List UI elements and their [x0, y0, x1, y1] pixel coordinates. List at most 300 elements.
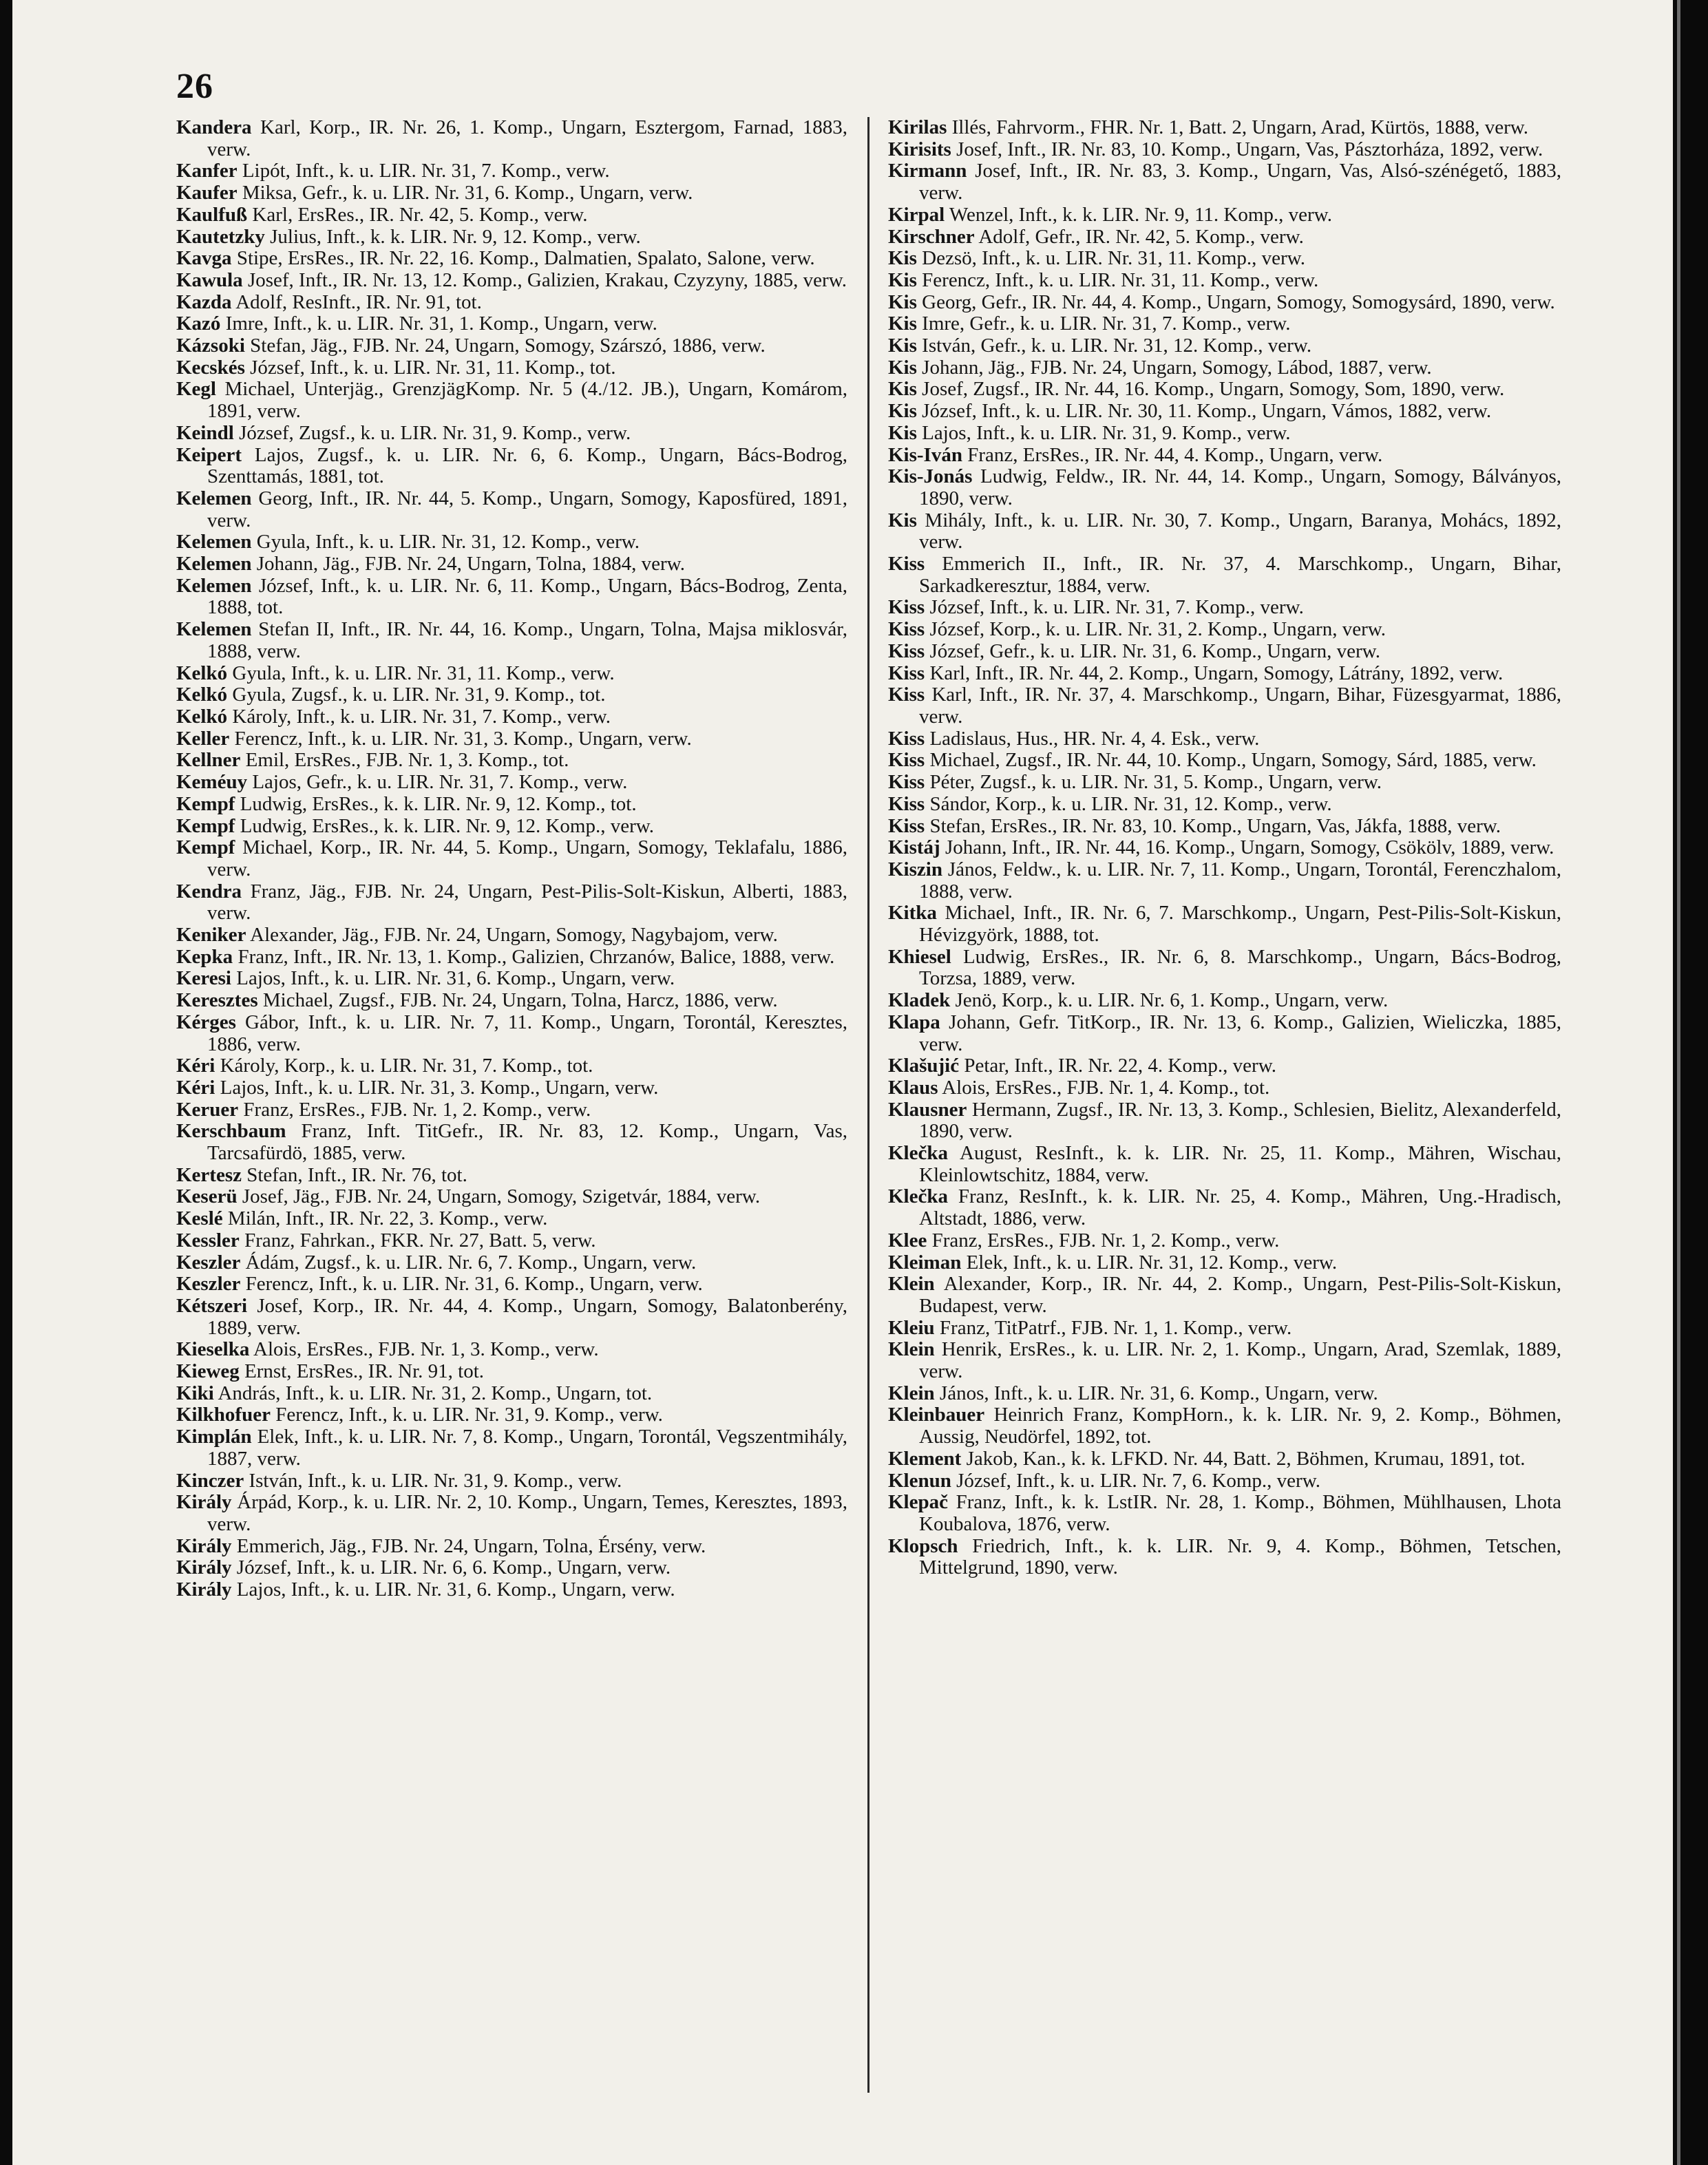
entry-surname: Klausner	[888, 1098, 967, 1121]
entry-surname: Kandera	[176, 116, 252, 138]
entry-surname: Kis	[888, 268, 917, 291]
entry-surname: Klein	[888, 1382, 935, 1404]
entry-details: József, Zugsf., k. u. LIR. Nr. 31, 9. Komp., verw.	[239, 421, 631, 444]
register-entry	[888, 1252, 1561, 1274]
register-entry	[888, 684, 1561, 728]
entry-surname: Kleinbauer	[888, 1404, 985, 1426]
register-entry	[176, 619, 847, 662]
entry-surname: Kistáj	[888, 836, 940, 859]
entry-details: Michael, Unterjäg., GrenzjägKomp. Nr. 5 (4./12. JB.), Ungarn, Komárom, 1891, verw.	[207, 378, 847, 423]
entry-surname: Kempf	[176, 814, 235, 837]
register-entry	[888, 1383, 1561, 1405]
entry-surname: Kiss	[888, 749, 925, 772]
entry-surname: Kellner	[176, 749, 241, 772]
register-entry	[176, 1274, 847, 1296]
register-entry	[176, 1099, 847, 1121]
entry-details: Johann, Gefr. TitKorp., IR. Nr. 13, 6. Komp., Galizien, Wieliczka, 1885, verw.	[919, 1011, 1561, 1055]
entry-details: Franz, Inft., IR. Nr. 13, 1. Komp., Galizien, Chrzanów, Balice, 1888, verw.	[238, 945, 835, 968]
entry-details: Péter, Zugsf., k. u. LIR. Nr. 31, 5. Komp., Ungarn, verw.	[929, 771, 1382, 794]
entry-surname: Kis	[888, 291, 917, 313]
entry-surname: Kawula	[176, 268, 243, 291]
register-entry	[176, 488, 847, 531]
entry-details: Adolf, ResInft., IR. Nr. 91, tot.	[235, 291, 482, 313]
register-entry	[888, 248, 1561, 270]
register-entry	[176, 335, 847, 357]
entry-surname: Klement	[888, 1447, 962, 1470]
register-entry	[888, 816, 1561, 838]
register-entry	[888, 1448, 1561, 1470]
entry-details: Lajos, Gefr., k. u. LIR. Nr. 31, 7. Komp., verw.	[252, 771, 628, 794]
register-entry	[176, 1012, 847, 1055]
register-entry	[888, 1470, 1561, 1492]
entry-details: Ernst, ErsRes., IR. Nr. 91, tot.	[244, 1360, 485, 1383]
entry-surname: Klepač	[888, 1491, 948, 1514]
entry-surname: Kautetzky	[176, 225, 265, 248]
register-entry	[888, 750, 1561, 772]
entry-surname: Kepka	[176, 945, 233, 968]
entry-surname: Kérges	[176, 1011, 236, 1033]
entry-surname: Keniker	[176, 924, 246, 947]
entry-surname: Kirpal	[888, 203, 945, 226]
entry-surname: Kis	[888, 335, 917, 357]
register-entry	[888, 772, 1561, 794]
entry-details: Lipót, Inft., k. u. LIR. Nr. 31, 7. Komp., verw.	[242, 160, 610, 182]
entry-details: Károly, Inft., k. u. LIR. Nr. 31, 7. Komp., verw.	[232, 705, 611, 728]
entry-details: András, Inft., k. u. LIR. Nr. 31, 2. Komp., Ungarn, tot.	[218, 1382, 653, 1404]
entry-surname: Kertesz	[176, 1163, 242, 1186]
entry-details: Josef, Inft., IR. Nr. 13, 12. Komp., Galizien, Krakau, Czyzyny, 1885, verw.	[247, 268, 847, 291]
register-entry	[888, 1012, 1561, 1055]
entry-details: Elek, Inft., k. u. LIR. Nr. 31, 12. Komp., verw.	[966, 1251, 1338, 1274]
entry-details: Gyula, Zugsf., k. u. LIR. Nr. 31, 9. Komp., tot.	[232, 684, 606, 706]
register-entry	[176, 968, 847, 990]
register-entry	[888, 401, 1561, 423]
register-entry	[176, 1208, 847, 1230]
entry-details: Josef, Jäg., FJB. Nr. 24, Ungarn, Somogy, Szigetvár, 1884, verw.	[242, 1185, 761, 1208]
entry-details: Stefan, Inft., IR. Nr. 76, tot.	[246, 1163, 467, 1186]
entry-surname: Kiss	[888, 640, 925, 662]
register-entry	[888, 1492, 1561, 1535]
register-entry	[176, 270, 847, 292]
entry-details: János, Feldw., k. u. LIR. Nr. 7, 11. Komp., Ungarn, Torontál, Ferenczhalom, 1888, verw.	[919, 858, 1561, 902]
register-entry	[176, 1252, 847, 1274]
register-entry	[176, 531, 847, 553]
entry-details: Heinrich Franz, KompHorn., k. k. LIR. Nr. 9, 2. Komp., Böhmen, Aussig, Neudörfel, 1892, tot.	[919, 1404, 1561, 1448]
entry-details: Imre, Gefr., k. u. LIR. Nr. 31, 7. Komp., verw.	[922, 313, 1291, 335]
register-entry	[176, 1186, 847, 1208]
entry-details: Franz, ErsRes., IR. Nr. 44, 4. Komp., Ungarn, verw.	[967, 443, 1383, 466]
entry-surname: Kimplán	[176, 1426, 252, 1448]
scan-edge	[1673, 0, 1708, 2165]
entry-surname: Klaus	[888, 1076, 938, 1099]
entry-details: Alois, ErsRes., FJB. Nr. 1, 4. Komp., tot.	[942, 1076, 1270, 1099]
entry-details: Lajos, Inft., k. u. LIR. Nr. 31, 3. Komp., Ungarn, verw.	[220, 1076, 659, 1099]
entry-details: József, Inft., k. u. LIR. Nr. 7, 6. Komp., verw.	[956, 1469, 1321, 1492]
register-entry	[176, 423, 847, 445]
entry-details: Franz, ErsRes., FJB. Nr. 1, 2. Komp., verw.	[931, 1229, 1280, 1252]
entry-details: Franz, Inft., k. k. LstIR. Nr. 28, 1. Komp., Böhmen, Mühlhausen, Lhota Koubalova, 1876, verw.	[919, 1491, 1561, 1535]
entry-details: Gyula, Inft., k. u. LIR. Nr. 31, 11. Komp., verw.	[232, 662, 615, 684]
register-entry	[888, 1404, 1561, 1448]
entry-surname: Keresi	[176, 967, 231, 990]
entry-surname: Kelemen	[176, 553, 252, 575]
entry-details: Michael, Korp., IR. Nr. 44, 5. Komp., Ungarn, Somogy, Teklafalu, 1886, verw.	[207, 836, 847, 880]
register-entry	[176, 553, 847, 575]
entry-details: Wenzel, Inft., k. k. LIR. Nr. 9, 11. Komp., verw.	[949, 203, 1332, 226]
entry-surname: Király	[176, 1578, 232, 1601]
entry-details: Lajos, Inft., k. u. LIR. Nr. 31, 6. Komp., Ungarn, verw.	[236, 1578, 675, 1601]
entry-surname: Kirilas	[888, 116, 947, 138]
entry-details: Julius, Inft., k. k. LIR. Nr. 9, 12. Komp., verw.	[270, 225, 641, 248]
entry-surname: Khiesel	[888, 945, 951, 968]
register-entry	[176, 684, 847, 706]
entry-details: Emil, ErsRes., FJB. Nr. 1, 3. Komp., tot.	[245, 749, 569, 772]
register-entry	[888, 313, 1561, 335]
register-entry	[888, 1077, 1561, 1099]
entry-surname: Keslé	[176, 1207, 223, 1230]
register-entry	[176, 947, 847, 969]
register-entry	[888, 794, 1561, 816]
left-column	[176, 117, 847, 1601]
register-entry	[176, 1426, 847, 1470]
register-entry	[176, 313, 847, 335]
entry-details: Georg, Gefr., IR. Nr. 44, 4. Komp., Ungarn, Somogy, Somogysárd, 1890, verw.	[922, 291, 1555, 313]
register-entry	[176, 881, 847, 925]
entry-details: August, ResInft., k. k. LIR. Nr. 25, 11. Komp., Mähren, Wischau, Kleinlowtschitz, 1884, verw.	[919, 1142, 1561, 1186]
register-entry	[176, 117, 847, 160]
entry-surname: Kempf	[176, 792, 235, 815]
entry-surname: Klečka	[888, 1142, 948, 1165]
register-entry	[888, 1274, 1561, 1317]
entry-details: Jenö, Korp., k. u. LIR. Nr. 6, 1. Komp., Ungarn, verw.	[955, 989, 1389, 1012]
entry-details: Jakob, Kan., k. k. LFKD. Nr. 44, Batt. 2, Böhmen, Krumau, 1891, tot.	[966, 1447, 1526, 1470]
entry-details: Franz, TitPatrf., FJB. Nr. 1, 1. Komp., verw.	[939, 1316, 1292, 1339]
entry-surname: Klašujić	[888, 1055, 960, 1077]
register-entry	[176, 1296, 847, 1339]
register-entry	[888, 728, 1561, 750]
register-entry	[888, 292, 1561, 314]
entry-surname: Király	[176, 1491, 232, 1514]
entry-surname: Kilkhofuer	[176, 1404, 271, 1426]
register-entry	[176, 248, 847, 270]
entry-surname: Kessler	[176, 1229, 240, 1252]
entry-details: Adolf, Gefr., IR. Nr. 42, 5. Komp., verw.	[978, 225, 1304, 248]
register-entry	[176, 357, 847, 379]
register-entry	[176, 1470, 847, 1492]
entry-surname: Kieweg	[176, 1360, 240, 1383]
entry-details: Lajos, Inft., k. u. LIR. Nr. 31, 9. Komp., verw.	[922, 421, 1291, 444]
register-entry	[888, 837, 1561, 859]
entry-details: Stefan II, Inft., IR. Nr. 44, 16. Komp., Ungarn, Tolna, Majsa miklosvár, 1888, verw.	[207, 618, 847, 662]
entry-surname: Király	[176, 1534, 232, 1557]
entry-details: Franz, ResInft., k. k. LIR. Nr. 25, 4. Komp., Mähren, Ung.-Hradisch, Altstadt, 1886, verw.	[919, 1185, 1561, 1230]
entry-details: Árpád, Korp., k. u. LIR. Nr. 2, 10. Komp., Ungarn, Temes, Keresztes, 1893, verw.	[207, 1491, 847, 1535]
entry-surname: Kiss	[888, 618, 925, 641]
register-entry	[888, 379, 1561, 401]
entry-details: Gyula, Inft., k. u. LIR. Nr. 31, 12. Komp., verw.	[256, 531, 640, 553]
entry-surname: Kis	[888, 356, 917, 379]
entry-surname: Kéri	[176, 1055, 215, 1077]
entry-details: Lajos, Inft., k. u. LIR. Nr. 31, 6. Komp., Ungarn, verw.	[236, 967, 675, 990]
entry-details: Ferencz, Inft., k. u. LIR. Nr. 31, 3. Komp., Ungarn, verw.	[234, 727, 692, 750]
register-entry	[176, 1077, 847, 1099]
entry-details: Georg, Inft., IR. Nr. 44, 5. Komp., Ungarn, Somogy, Kaposfüred, 1891, verw.	[207, 487, 847, 531]
entry-surname: Kelemen	[176, 531, 252, 553]
entry-surname: Király	[176, 1556, 232, 1579]
entry-surname: Kelkó	[176, 662, 228, 684]
entry-surname: Keindl	[176, 421, 234, 444]
entry-surname: Kázsoki	[176, 335, 245, 357]
register-entry	[176, 445, 847, 488]
entry-surname: Kleiu	[888, 1316, 935, 1339]
entry-surname: Kéri	[176, 1076, 215, 1099]
entry-surname: Klee	[888, 1229, 927, 1252]
entry-surname: Keruer	[176, 1098, 239, 1121]
entry-details: Petar, Inft., IR. Nr. 22, 4. Komp., verw.	[964, 1055, 1277, 1077]
entry-details: István, Inft., k. u. LIR. Nr. 31, 9. Komp., verw.	[249, 1469, 622, 1492]
entry-surname: Kaufer	[176, 182, 238, 204]
entry-details: Michael, Zugsf., IR. Nr. 44, 10. Komp., Ungarn, Somogy, Sárd, 1885, verw.	[929, 749, 1537, 772]
register-entry	[176, 837, 847, 880]
register-entry	[176, 160, 847, 182]
entry-surname: Kavga	[176, 247, 232, 270]
register-entry	[176, 292, 847, 314]
entry-surname: Kiss	[888, 662, 925, 684]
entry-details: Ádám, Zugsf., k. u. LIR. Nr. 6, 7. Komp., Ungarn, verw.	[245, 1251, 697, 1274]
register-entry	[888, 619, 1561, 641]
entry-details: Imre, Inft., k. u. LIR. Nr. 31, 1. Komp., Ungarn, verw.	[225, 313, 657, 335]
entry-surname: Kis-Iván	[888, 443, 962, 466]
register-entry	[888, 902, 1561, 946]
register-entry	[888, 226, 1561, 249]
entry-details: Franz, Fahrkan., FKR. Nr. 27, Batt. 5, verw.	[244, 1229, 596, 1252]
entry-details: Josef, Inft., IR. Nr. 83, 10. Komp., Ungarn, Vas, Pásztorháza, 1892, verw.	[956, 138, 1543, 160]
register-entry	[888, 423, 1561, 445]
entry-details: Franz, Jäg., FJB. Nr. 24, Ungarn, Pest-Pilis-Solt-Kiskun, Alberti, 1883, verw.	[207, 880, 847, 925]
entry-surname: Keszler	[176, 1251, 241, 1274]
entry-details: József, Inft., k. u. LIR. Nr. 30, 11. Komp., Ungarn, Vámos, 1882, verw.	[922, 400, 1492, 423]
entry-details: Alexander, Jäg., FJB. Nr. 24, Ungarn, Somogy, Nagybajom, verw.	[250, 924, 778, 947]
entry-details: Karl, Inft., IR. Nr. 37, 4. Marschkomp., Ungarn, Bihar, Füzesgyarmat, 1886, verw.	[919, 684, 1561, 728]
register-entry	[888, 947, 1561, 990]
entry-surname: Kis	[888, 421, 917, 444]
entry-details: Stefan, ErsRes., IR. Nr. 83, 10. Komp., Ungarn, Vas, Jákfa, 1888, verw.	[929, 814, 1501, 837]
entry-surname: Kelemen	[176, 618, 252, 641]
entry-surname: Kaulfuß	[176, 203, 248, 226]
entry-details: Franz, ErsRes., FJB. Nr. 1, 2. Komp., verw.	[243, 1098, 591, 1121]
entry-surname: Keipert	[176, 443, 242, 466]
entry-details: János, Inft., k. u. LIR. Nr. 31, 6. Komp., Ungarn, verw.	[939, 1382, 1378, 1404]
entry-surname: Kirisits	[888, 138, 951, 160]
entry-details: Illés, Fahrvorm., FHR. Nr. 1, Batt. 2, Ungarn, Arad, Kürtös, 1888, verw.	[951, 116, 1529, 138]
register-entry	[176, 816, 847, 838]
column-divider	[867, 117, 869, 2093]
entry-details: Ludwig, ErsRes., k. k. LIR. Nr. 9, 12. Komp., verw.	[240, 814, 655, 837]
entry-details: Alois, ErsRes., FJB. Nr. 1, 3. Komp., verw.	[253, 1338, 599, 1361]
entry-details: Ludwig, Feldw., IR. Nr. 44, 14. Komp., Ungarn, Somogy, Bálványos, 1890, verw.	[919, 465, 1561, 509]
register-entry	[888, 357, 1561, 379]
register-entry	[888, 1536, 1561, 1579]
entry-surname: Keserü	[176, 1185, 238, 1208]
register-entry	[888, 1318, 1561, 1340]
entry-surname: Kladek	[888, 989, 951, 1012]
entry-surname: Kazó	[176, 313, 221, 335]
entry-details: Michael, Zugsf., FJB. Nr. 24, Ungarn, Tolna, Harcz, 1886, verw.	[262, 989, 778, 1012]
entry-surname: Kiss	[888, 684, 925, 706]
entry-details: Friedrich, Inft., k. k. LIR. Nr. 9, 4. Komp., Böhmen, Tetschen, Mittelgrund, 1890, verw.	[919, 1534, 1562, 1579]
entry-details: Michael, Inft., IR. Nr. 6, 7. Marschkomp., Ungarn, Pest-Pilis-Solt-Kiskun, Hévizgyörk, 1888, tot.	[919, 902, 1561, 947]
register-entry	[176, 772, 847, 794]
entry-surname: Kitka	[888, 902, 937, 925]
entry-surname: Kiki	[176, 1382, 214, 1404]
register-entry	[888, 335, 1561, 357]
entry-surname: Klapa	[888, 1011, 940, 1033]
entry-surname: Klenun	[888, 1469, 951, 1492]
entry-details: Emmerich II., Inft., IR. Nr. 37, 4. Marschkomp., Ungarn, Bihar, Sarkadkeresztur, 1884, verw.	[919, 553, 1561, 597]
entry-surname: Kiss	[888, 771, 925, 794]
register-entry	[176, 575, 847, 619]
register-entry	[176, 1557, 847, 1579]
entry-surname: Kirschner	[888, 225, 975, 248]
entry-surname: Kiss	[888, 727, 925, 750]
register-entry	[176, 226, 847, 249]
register-entry	[176, 1339, 847, 1361]
entry-surname: Kis	[888, 400, 917, 423]
register-entry	[176, 925, 847, 947]
entry-details: Karl, Inft., IR. Nr. 44, 2. Komp., Ungarn, Somogy, Látrány, 1892, verw.	[929, 662, 1504, 684]
entry-details: Karl, Korp., IR. Nr. 26, 1. Komp., Ungarn, Esztergom, Farnad, 1883, verw.	[207, 116, 848, 160]
register-entry	[176, 1121, 847, 1164]
register-entry	[888, 270, 1561, 292]
entry-details: Ludwig, ErsRes., IR. Nr. 6, 8. Marschkomp., Ungarn, Bács-Bodrog, Torzsa, 1889, verw.	[919, 945, 1562, 990]
page-number: 26	[176, 67, 213, 106]
register-entry	[888, 1099, 1561, 1143]
register-entry	[176, 1165, 847, 1187]
entry-surname: Kegl	[176, 378, 216, 401]
entry-surname: Kerschbaum	[176, 1120, 286, 1143]
entry-surname: Kis	[888, 313, 917, 335]
entry-details: Sándor, Korp., k. u. LIR. Nr. 31, 12. Komp., verw.	[929, 792, 1332, 815]
entry-surname: Kazda	[176, 291, 232, 313]
entry-surname: Kieselka	[176, 1338, 250, 1361]
entry-surname: Kanfer	[176, 160, 238, 182]
register-entry	[176, 1361, 847, 1383]
register-entry	[176, 750, 847, 772]
register-entry	[888, 641, 1561, 663]
entry-details: Hermann, Zugsf., IR. Nr. 13, 3. Komp., Schlesien, Bielitz, Alexanderfeld, 1890, verw.	[919, 1098, 1561, 1143]
entry-details: Josef, Zugsf., IR. Nr. 44, 16. Komp., Ungarn, Somogy, Som, 1890, verw.	[922, 378, 1505, 401]
entry-surname: Kis	[888, 247, 917, 270]
entry-details: Elek, Inft., k. u. LIR. Nr. 7, 8. Komp., Ungarn, Torontál, Vegszentmihály, 1887, verw.	[207, 1426, 847, 1470]
entry-details: József, Inft., k. u. LIR. Nr. 31, 11. Komp., tot.	[250, 356, 616, 379]
entry-details: József, Inft., k. u. LIR. Nr. 31, 7. Komp., verw.	[929, 596, 1304, 619]
register-entry	[176, 706, 847, 728]
entry-surname: Kiss	[888, 596, 925, 619]
entry-surname: Kecskés	[176, 356, 245, 379]
register-entry	[888, 597, 1561, 619]
register-entry	[888, 160, 1561, 204]
register-entry	[176, 1492, 847, 1535]
entry-details: Alexander, Korp., IR. Nr. 44, 2. Komp., Ungarn, Pest-Pilis-Solt-Kiskun, Budapest, verw.	[919, 1273, 1561, 1317]
entry-surname: Klein	[888, 1273, 935, 1296]
entry-surname: Klečka	[888, 1185, 948, 1208]
entry-details: Lajos, Zugsf., k. u. LIR. Nr. 6, 6. Komp., Ungarn, Bács-Bodrog, Szenttamás, 1881, tot.	[207, 443, 847, 488]
register-entry	[888, 553, 1561, 597]
entry-surname: Kelkó	[176, 705, 228, 728]
register-entry	[176, 990, 847, 1012]
register-entry	[888, 204, 1561, 226]
entry-surname: Kis	[888, 378, 917, 401]
entry-surname: Keméuy	[176, 771, 248, 794]
entry-details: József, Inft., k. u. LIR. Nr. 6, 6. Komp., Ungarn, verw.	[236, 1556, 671, 1579]
entry-details: Ferencz, Inft., k. u. LIR. Nr. 31, 6. Komp., Ungarn, verw.	[245, 1273, 703, 1296]
entry-details: Dezsö, Inft., k. u. LIR. Nr. 31, 11. Komp., verw.	[922, 247, 1305, 270]
entry-details: Johann, Jäg., FJB. Nr. 24, Ungarn, Somogy, Lábod, 1887, verw.	[922, 356, 1432, 379]
entry-details: Ladislaus, Hus., HR. Nr. 4, 4. Esk., verw.	[929, 727, 1260, 750]
register-entry	[888, 510, 1561, 553]
entry-details: Ludwig, ErsRes., k. k. LIR. Nr. 9, 12. Komp., tot.	[240, 792, 637, 815]
entry-details: Franz, Inft. TitGefr., IR. Nr. 83, 12. Komp., Ungarn, Vas, Tarcsafürdö, 1885, verw.	[207, 1120, 847, 1165]
register-entry	[176, 204, 847, 226]
register-entry	[176, 182, 847, 204]
entry-details: Josef, Korp., IR. Nr. 44, 4. Komp., Ungarn, Somogy, Balatonberény, 1889, verw.	[207, 1294, 847, 1339]
register-entry	[176, 379, 847, 422]
entry-surname: Kirmann	[888, 160, 967, 182]
entry-surname: Kempf	[176, 836, 235, 859]
entry-details: József, Korp., k. u. LIR. Nr. 31, 2. Komp., Ungarn, verw.	[929, 618, 1387, 641]
entry-surname: Kiszin	[888, 858, 942, 880]
entry-details: Stefan, Jäg., FJB. Nr. 24, Ungarn, Somogy, Szárszó, 1886, verw.	[250, 335, 766, 357]
entry-surname: Kelemen	[176, 574, 252, 597]
register-entry	[888, 663, 1561, 685]
entry-surname: Kis	[888, 509, 917, 531]
entry-details: Josef, Inft., IR. Nr. 83, 3. Komp., Ungarn, Vas, Alsó-szénégető, 1883, verw.	[919, 160, 1562, 204]
register-entry	[888, 445, 1561, 467]
entry-surname: Keszler	[176, 1273, 241, 1296]
entry-surname: Kelemen	[176, 487, 252, 509]
entry-surname: Kiss	[888, 814, 925, 837]
entry-details: István, Gefr., k. u. LIR. Nr. 31, 12. Komp., verw.	[922, 335, 1312, 357]
register-entry	[888, 1230, 1561, 1252]
entry-details: Ferencz, Inft., k. u. LIR. Nr. 31, 9. Komp., verw.	[275, 1404, 663, 1426]
entry-details: Mihály, Inft., k. u. LIR. Nr. 30, 7. Komp., Ungarn, Baranya, Mohács, 1892, verw.	[919, 509, 1562, 553]
register-entry	[176, 1230, 847, 1252]
register-entry	[176, 728, 847, 750]
entry-details: Johann, Jäg., FJB. Nr. 24, Ungarn, Tolna, 1884, verw.	[256, 553, 685, 575]
register-entry	[176, 1404, 847, 1426]
entry-details: József, Gefr., k. u. LIR. Nr. 31, 6. Komp., Ungarn, verw.	[929, 640, 1380, 662]
entry-surname: Kiss	[888, 553, 925, 575]
register-entry	[888, 139, 1561, 161]
entry-surname: Kiss	[888, 792, 925, 815]
register-entry	[176, 1536, 847, 1558]
register-entry	[888, 117, 1561, 139]
register-entry	[176, 663, 847, 685]
register-entry	[176, 794, 847, 816]
entry-surname: Kinczer	[176, 1469, 244, 1492]
entry-surname: Kis-Jonás	[888, 465, 973, 488]
entry-surname: Keller	[176, 727, 230, 750]
entry-surname: Keresztes	[176, 989, 258, 1012]
entry-details: Stipe, ErsRes., IR. Nr. 22, 16. Komp., Dalmatien, Spalato, Salone, verw.	[236, 247, 815, 270]
entry-surname: Kendra	[176, 880, 242, 902]
register-entry	[888, 990, 1561, 1012]
register-entry	[888, 466, 1561, 509]
document-page	[12, 0, 1673, 2165]
entry-details: Miksa, Gefr., k. u. LIR. Nr. 31, 6. Komp., Ungarn, verw.	[242, 182, 693, 204]
register-entry	[888, 1339, 1561, 1382]
entry-details: Johann, Inft., IR. Nr. 44, 16. Komp., Ungarn, Somogy, Csökölv, 1889, verw.	[945, 836, 1554, 859]
